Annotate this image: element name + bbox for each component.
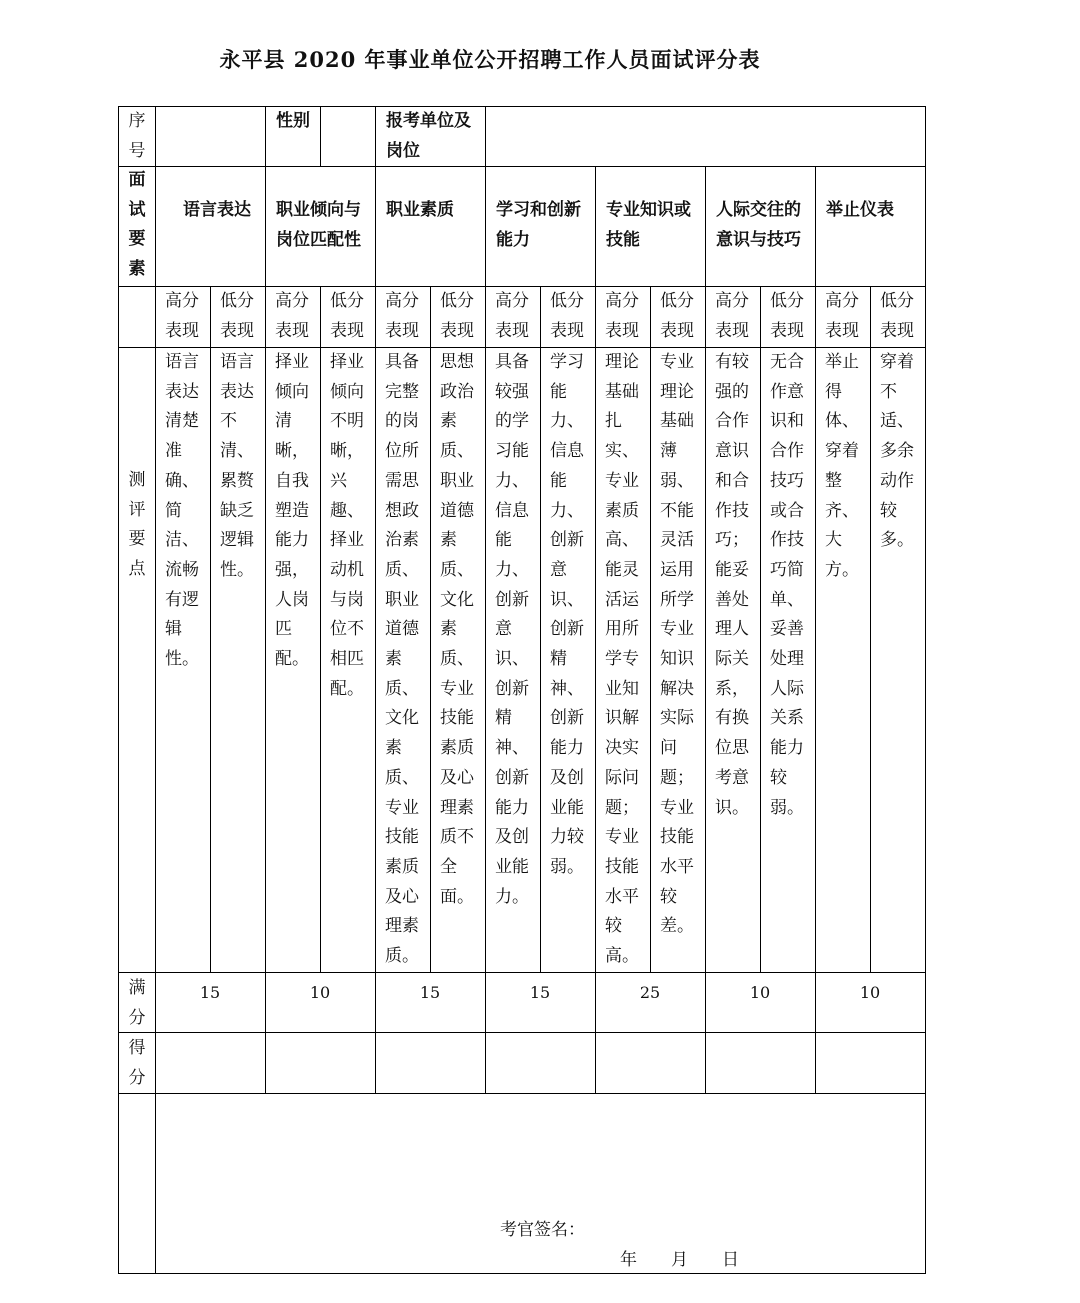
factor-name: 语言表达	[183, 200, 251, 220]
low-label: 低分表现	[770, 291, 804, 341]
table-vline	[320, 106, 321, 166]
table-hline	[118, 106, 926, 107]
table-vline	[210, 286, 211, 972]
low-description: 专业理论基础薄弱、不能灵活运用所学专业知识解决实际问题；专业技能水平较差。	[660, 352, 694, 937]
factor-name: 职业倾向与岗位匹配性	[276, 200, 361, 250]
high-label: 高分表现	[715, 291, 749, 341]
low-label: 低分表现	[660, 291, 694, 341]
high-label: 高分表现	[165, 291, 199, 341]
table-vline	[265, 166, 266, 1093]
table-hline	[118, 1093, 926, 1094]
date-label: 年 月 日	[620, 1250, 739, 1270]
table-vline	[595, 166, 596, 1093]
full-score-value: 10	[859, 983, 881, 1002]
table-hline	[118, 1273, 926, 1274]
table-vline	[375, 166, 376, 1093]
full-score-value: 15	[529, 983, 551, 1002]
high-description: 有较强的合作意识和合作技巧；能妥善处理人际关系，有换位思考意识。	[715, 352, 749, 818]
low-description: 语言表达不清、累赘缺乏逻辑性。	[220, 352, 254, 580]
low-label: 低分表现	[440, 291, 474, 341]
factor-name: 职业素质	[386, 200, 454, 220]
low-label: 低分表现	[330, 291, 364, 341]
high-description: 举止得体、穿着整齐、大方。	[825, 352, 859, 580]
table-vline	[485, 106, 486, 166]
page-title: 永平县 2020 年事业单位公开招聘工作人员面试评分表	[219, 47, 761, 72]
unit-label: 报考单位及岗位	[386, 111, 471, 161]
high-label: 高分表现	[495, 291, 529, 341]
full-score-value: 15	[199, 983, 221, 1002]
table-vline	[760, 286, 761, 972]
high-description: 具备完整的岗位所需思想政治素质、职业道德素质、文化素质、专业技能素质及心理素质。	[385, 352, 419, 967]
full-score-value: 25	[639, 983, 661, 1002]
low-description: 学习能力、信息能力、创新意识、创新精神、创新能力及创业能力较弱。	[550, 352, 584, 877]
table-vline	[925, 106, 926, 1273]
table-vline	[265, 106, 266, 166]
got-score-label: 得分	[128, 1038, 146, 1088]
table-vline	[815, 166, 816, 1093]
table-hline	[118, 1032, 926, 1033]
high-description: 具备较强的学习能力、信息能力、创新意识、创新精神、创新能力及创业能力。	[495, 352, 529, 907]
gender-label: 性别	[276, 111, 310, 131]
full-score-value: 10	[309, 983, 331, 1002]
high-label: 高分表现	[385, 291, 419, 341]
table-vline	[375, 106, 376, 166]
table-vline	[155, 106, 156, 1273]
full-score-label: 满分	[128, 978, 146, 1028]
signature-label: 考官签名：	[500, 1220, 585, 1240]
high-label: 高分表现	[275, 291, 309, 341]
table-vline	[430, 286, 431, 972]
high-description: 语言表达清楚准确、简洁、流畅有逻辑性。	[165, 352, 199, 670]
seq-label: 序号	[128, 111, 146, 161]
low-description: 无合作意识和合作技巧或合作技巧简单、妥善处理人际关系能力较弱。	[770, 352, 804, 818]
factor-name: 人际交往的意识与技巧	[716, 200, 801, 250]
low-label: 低分表现	[220, 291, 254, 341]
factor-name: 专业知识或技能	[606, 200, 691, 250]
low-label: 低分表现	[550, 291, 584, 341]
high-description: 择业倾向清晰，自我塑造能力强，人岗匹配。	[275, 352, 309, 670]
table-vline	[650, 286, 651, 972]
elements-label: 面试要素	[128, 170, 146, 279]
eval-label: 测评要点	[128, 470, 146, 579]
low-description: 择业倾向不明晰，兴趣、择业动机与岗位不相匹配。	[330, 352, 364, 699]
low-label: 低分表现	[880, 291, 914, 341]
table-vline	[705, 166, 706, 1093]
table-vline	[540, 286, 541, 972]
full-score-value: 15	[419, 983, 441, 1002]
table-hline	[118, 166, 926, 167]
factor-name: 学习和创新能力	[496, 200, 581, 250]
table-vline	[870, 286, 871, 972]
table-hline	[118, 972, 926, 973]
high-label: 高分表现	[825, 291, 859, 341]
table-vline	[485, 166, 486, 1093]
table-vline	[320, 286, 321, 972]
low-description: 思想政治素质、职业道德素质、文化素质、专业技能素质及心理素质不全面。	[440, 352, 474, 907]
full-score-value: 10	[749, 983, 771, 1002]
factor-name: 举止仪表	[826, 200, 894, 220]
low-description: 穿着不适、多余动作较多。	[880, 352, 914, 551]
high-label: 高分表现	[605, 291, 639, 341]
table-vline	[118, 106, 119, 1273]
high-description: 理论基础扎实、专业素质高、能灵活运用所学专业知识解决实际问题；专业技能水平较高。	[605, 352, 639, 967]
